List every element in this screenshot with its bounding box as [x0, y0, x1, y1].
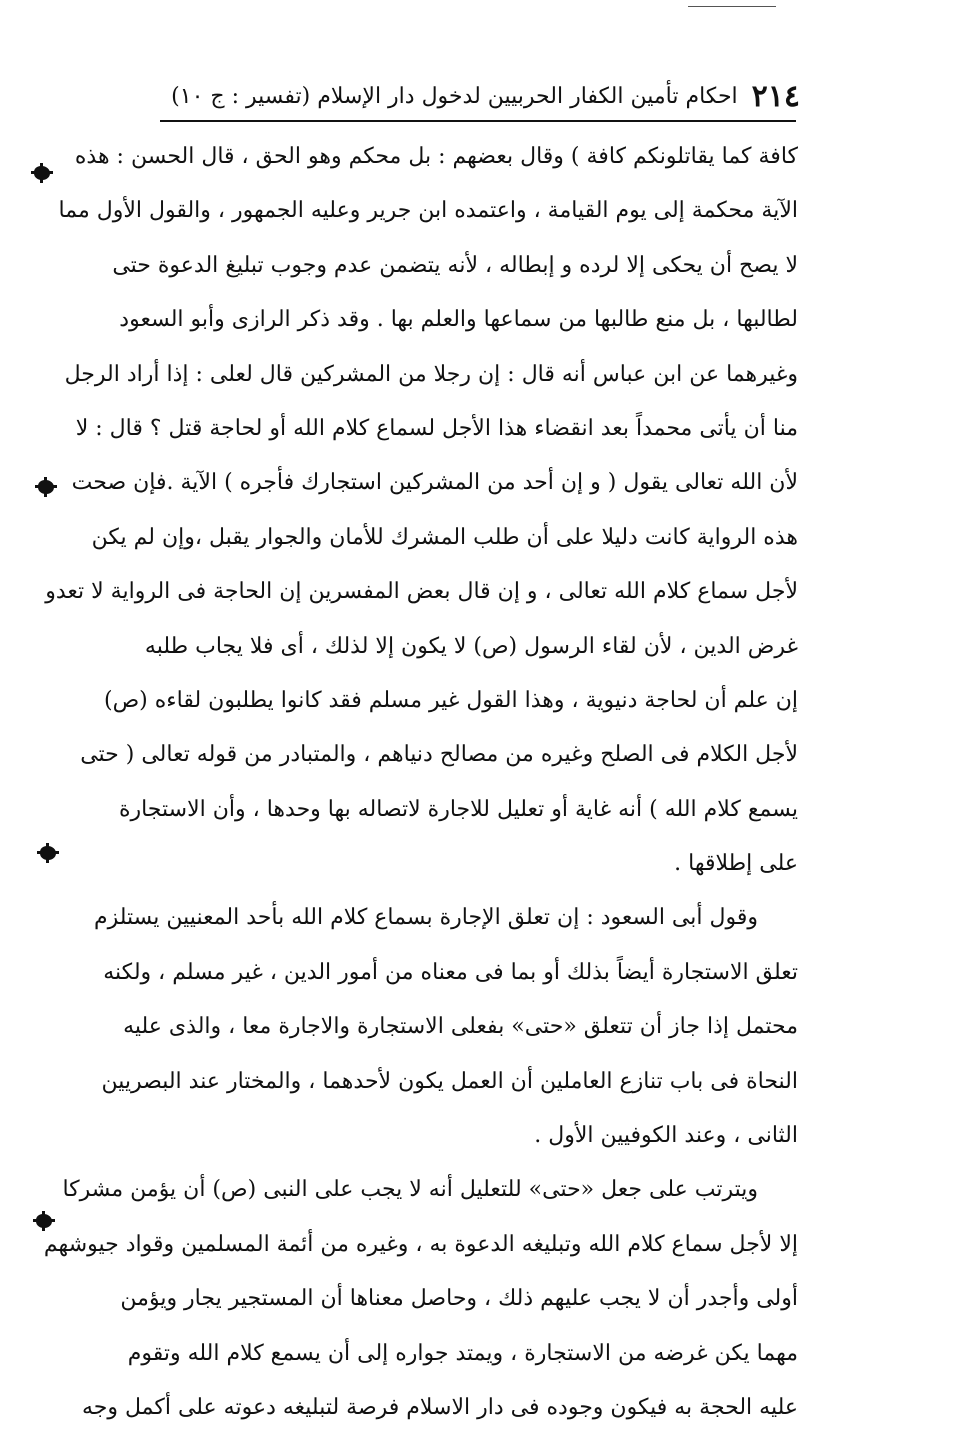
- text-line: لأجل سماع كلام الله تعالى ، و إن قال بعض المفسرين إن الحاجة فى الرواية لا تعدو: [45, 579, 798, 605]
- text-line: لأجل الكلام فى الصلح وغيره من مصالح دنياهم ، والمتبادر من قوله تعالى ( حتى: [80, 742, 798, 768]
- margin-mark-icon: [38, 480, 54, 494]
- text-line: هذه الرواية كانت دليلا على أن طلب المشرك للأمان والجوار يقبل ،وإن لم يكن: [91, 524, 798, 550]
- text-line: ويترتب على جعل «حتى» للتعليل أنه لا يجب على النبى (ص) أن يؤمن مشركا: [62, 1177, 758, 1203]
- text-line: الآية محكمة إلى يوم القيامة ، واعتمده ابن جرير وعليه الجمهور ، والقول الأول مما: [58, 198, 798, 224]
- text-line: وغيرهما عن ابن عباس أنه قال : إن رجلا من المشركين قال لعلى : إذا أراد الرجل: [64, 361, 798, 387]
- text-line: إلا لأجل سماع كلام الله وتبليغه الدعوة به ، وغيره من أئمة المسلمين وقواد جيوشهم: [43, 1231, 798, 1257]
- page-body: [43, 130, 798, 1435]
- text-line: تعلق الاستجارة أيضاً بذلك أو بما فى معناه من أمور الدين ، غير مسلم ، ولكنه: [103, 959, 798, 985]
- text-line: يسمع كلام الله ) أنه غاية أو تعليل للاجارة لاتصاله بها وحدها ، وأن الاستجارة: [118, 796, 798, 822]
- running-title: احكام تأمين الكفار الحربيين لدخول دار الإسلام (تفسير : ج ١٠): [171, 83, 738, 109]
- margin-mark-icon: [40, 846, 56, 860]
- page-number: ٢١٤: [751, 78, 800, 114]
- text-line: كافة كما يقاتلونكم كافة ) وقال بعضهم : بل محكم وهو الحق ، قال الحسن : هذه: [74, 144, 798, 169]
- text-line: لطالبها ، بل منع طالبها من سماعها والعلم بها . وقد ذكر الرازى وأبو السعود: [119, 307, 798, 333]
- text-line: أولى وأجدر أن لا يجب عليهم ذلك ، وحاصل معناها أن المستجير يجار ويؤمن: [120, 1286, 798, 1312]
- text-line: غرض الدين ، لأن لقاء الرسول (ص) لا يكون إلا لذلك ، أى فلا يجاب طلبه: [144, 633, 798, 659]
- text-line: الثانى ، وعند الكوفيين الأول .: [534, 1123, 798, 1149]
- text-line: لا يصح أن يحكى إلا لرده و إبطاله ، لأنه يتضمن عدم وجوب تبليغ الدعوة حتى: [112, 252, 798, 278]
- text-line: على إطلاقها .: [674, 851, 798, 877]
- page-header: [160, 72, 800, 120]
- text-line: النحاة فى باب تنازع العاملين أن العمل يكون لأحدهما ، والمختار عند البصريين: [101, 1068, 798, 1094]
- header-rule: [160, 120, 796, 122]
- text-line: عليه الحجة به فيكون وجوده فى دار الاسلام فرصة لتبليغه دعوته على أكمل وجه: [81, 1394, 798, 1420]
- text-line: مهما يكن غرضه من الاستجارة ، ويمتد جواره إلى أن يسمع كلام الله وتقوم: [127, 1340, 798, 1366]
- top-rule: [688, 6, 776, 7]
- text-line: منا أن يأتى محمداً بعد انقضاء هذا الأجل لسماع كلام الله أو لحاجة قتل ؟ قال : لا: [75, 415, 798, 441]
- margin-mark-icon: [36, 1214, 52, 1228]
- text-line: لأن الله تعالى يقول ( و إن أحد من المشركين استجارك فأجره ) الآية .فإن صحت: [71, 470, 798, 496]
- text-line: وقول أبى السعود : إن تعلق الإجارة بسماع كلام الله بأحد المعنيين يستلزم: [94, 905, 758, 931]
- text-line: إن علم أن لحاجة دنيوية ، وهذا القول غير مسلم فقد كانوا يطلبون لقاءه (ص): [104, 687, 798, 713]
- text-line: محتمل إذا جاز أن تتعلق «حتى» بفعلى الاستجارة والاجارة معا ، والذى عليه: [123, 1014, 798, 1040]
- margin-mark-icon: [34, 166, 50, 180]
